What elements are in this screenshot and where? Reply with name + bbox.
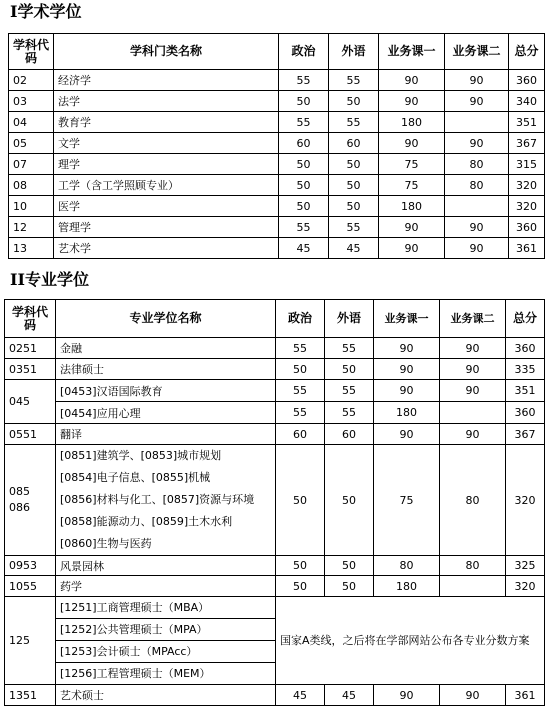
row-name: 艺术硕士 bbox=[56, 685, 276, 706]
row-code: 0551 bbox=[5, 424, 56, 445]
row-foreign: 50 bbox=[329, 175, 379, 196]
row-code: 10 bbox=[9, 196, 54, 217]
row-code: 12 bbox=[9, 217, 54, 238]
row-course1: 75 bbox=[379, 175, 445, 196]
table-header-row bbox=[9, 34, 545, 70]
header-code: 学科代码 bbox=[9, 34, 54, 70]
row-course2 bbox=[440, 576, 506, 597]
row-course2: 90 bbox=[440, 338, 506, 359]
row-name: 金融 bbox=[56, 338, 276, 359]
row-code: 04 bbox=[9, 112, 54, 133]
professional-degree-table bbox=[4, 299, 545, 706]
table-row bbox=[9, 112, 545, 133]
row-code: 07 bbox=[9, 154, 54, 175]
mgmt-item: [1253]会计硕士（MPAcc） bbox=[56, 641, 275, 663]
row-course1: 90 bbox=[379, 217, 445, 238]
row-foreign: 50 bbox=[329, 91, 379, 112]
national-line-note: 国家A类线，之后将在学部网站公布各专业分数方案 bbox=[276, 597, 545, 685]
row-course1: 80 bbox=[374, 556, 440, 576]
discipline-line: [0860]生物与医药 bbox=[60, 537, 152, 550]
row-foreign: 50 bbox=[329, 196, 379, 217]
header-politics: 政治 bbox=[276, 300, 325, 338]
row-politics: 55 bbox=[276, 402, 325, 424]
row-course1: 90 bbox=[379, 133, 445, 154]
header-course2: 业务课二 bbox=[445, 34, 509, 70]
row-course1: 90 bbox=[374, 338, 440, 359]
header-foreign: 外语 bbox=[329, 34, 379, 70]
row-code: 0953 bbox=[5, 556, 56, 576]
mgmt-item: [1251]工商管理硕士（MBA） bbox=[56, 597, 275, 619]
header-total: 总分 bbox=[506, 300, 545, 338]
row-course2: 90 bbox=[445, 217, 509, 238]
row-total: 320 bbox=[509, 175, 545, 196]
row-name: 经济学 bbox=[54, 70, 279, 91]
row-total: 315 bbox=[509, 154, 545, 175]
row-course1: 90 bbox=[379, 238, 445, 259]
row-name: [0454]应用心理 bbox=[56, 402, 276, 424]
row-politics: 60 bbox=[279, 133, 329, 154]
row-course2: 90 bbox=[440, 380, 506, 402]
row-total: 320 bbox=[506, 576, 545, 597]
row-name bbox=[56, 445, 276, 556]
row-code: 0351 bbox=[5, 359, 56, 380]
row-foreign: 55 bbox=[329, 70, 379, 91]
row-name: [0453]汉语国际教育 bbox=[56, 380, 276, 402]
header-foreign: 外语 bbox=[325, 300, 374, 338]
table-row bbox=[5, 445, 545, 556]
row-course1: 180 bbox=[374, 576, 440, 597]
header-name: 学科门类名称 bbox=[54, 34, 279, 70]
row-politics: 50 bbox=[276, 445, 325, 556]
row-foreign: 50 bbox=[329, 154, 379, 175]
row-total: 320 bbox=[509, 196, 545, 217]
row-code: 13 bbox=[9, 238, 54, 259]
row-name: 医学 bbox=[54, 196, 279, 217]
row-course2: 80 bbox=[440, 445, 506, 556]
row-foreign: 55 bbox=[325, 402, 374, 424]
discipline-line: [0851]建筑学、[0853]城市规划 bbox=[60, 449, 222, 462]
row-code-line: 086 bbox=[9, 501, 30, 514]
row-politics: 60 bbox=[276, 424, 325, 445]
row-course1: 90 bbox=[379, 91, 445, 112]
row-foreign: 55 bbox=[329, 112, 379, 133]
row-politics: 50 bbox=[279, 196, 329, 217]
row-name: 文学 bbox=[54, 133, 279, 154]
row-course2: 90 bbox=[440, 424, 506, 445]
row-politics: 50 bbox=[276, 556, 325, 576]
row-name: 翻译 bbox=[56, 424, 276, 445]
row-course2 bbox=[445, 112, 509, 133]
row-course2: 80 bbox=[440, 556, 506, 576]
discipline-line: [0856]材料与化工、[0857]资源与环境 bbox=[60, 493, 255, 506]
row-code: 1055 bbox=[5, 576, 56, 597]
row-foreign: 45 bbox=[329, 238, 379, 259]
row-course2: 90 bbox=[445, 133, 509, 154]
row-course1: 180 bbox=[379, 112, 445, 133]
row-politics: 50 bbox=[279, 91, 329, 112]
table-row bbox=[5, 597, 545, 685]
table-row bbox=[9, 70, 545, 91]
table-row bbox=[9, 91, 545, 112]
table-row bbox=[5, 338, 545, 359]
discipline-line: [0854]电子信息、[0855]机械 bbox=[60, 471, 211, 484]
row-code: 02 bbox=[9, 70, 54, 91]
row-course2: 90 bbox=[440, 359, 506, 380]
row-foreign: 50 bbox=[325, 556, 374, 576]
row-total: 340 bbox=[509, 91, 545, 112]
row-total: 325 bbox=[506, 556, 545, 576]
row-course2 bbox=[440, 402, 506, 424]
row-politics: 45 bbox=[279, 238, 329, 259]
row-politics: 55 bbox=[279, 70, 329, 91]
header-course1: 业务课一 bbox=[374, 300, 440, 338]
row-course1: 75 bbox=[379, 154, 445, 175]
table-row bbox=[5, 576, 545, 597]
mgmt-item: [1252]公共管理硕士（MPA） bbox=[56, 619, 275, 641]
row-total: 360 bbox=[506, 338, 545, 359]
row-politics: 50 bbox=[276, 359, 325, 380]
header-total: 总分 bbox=[509, 34, 545, 70]
row-foreign: 50 bbox=[325, 445, 374, 556]
row-total: 351 bbox=[506, 380, 545, 402]
row-total: 361 bbox=[509, 238, 545, 259]
row-politics: 55 bbox=[279, 217, 329, 238]
section2-title: II专业学位 bbox=[10, 270, 89, 289]
row-total: 360 bbox=[509, 217, 545, 238]
row-course1: 180 bbox=[374, 402, 440, 424]
row-course1: 180 bbox=[379, 196, 445, 217]
row-total: 335 bbox=[506, 359, 545, 380]
header-course2: 业务课二 bbox=[440, 300, 506, 338]
table-row bbox=[5, 556, 545, 576]
table-row bbox=[5, 424, 545, 445]
row-name: 药学 bbox=[56, 576, 276, 597]
row-foreign: 60 bbox=[325, 424, 374, 445]
row-name bbox=[56, 597, 276, 685]
row-foreign: 50 bbox=[325, 359, 374, 380]
row-total: 320 bbox=[506, 445, 545, 556]
row-politics: 50 bbox=[279, 175, 329, 196]
row-course2: 80 bbox=[445, 154, 509, 175]
table-row bbox=[9, 154, 545, 175]
row-code: 045 bbox=[5, 380, 56, 424]
row-code: 1351 bbox=[5, 685, 56, 706]
row-politics: 50 bbox=[276, 576, 325, 597]
row-total: 367 bbox=[506, 424, 545, 445]
header-name: 专业学位名称 bbox=[56, 300, 276, 338]
row-course2: 90 bbox=[445, 238, 509, 259]
row-foreign: 55 bbox=[325, 380, 374, 402]
row-politics: 55 bbox=[279, 112, 329, 133]
row-politics: 55 bbox=[276, 380, 325, 402]
section1-title: I学术学位 bbox=[10, 2, 82, 21]
row-name: 教育学 bbox=[54, 112, 279, 133]
table-row bbox=[5, 685, 545, 706]
table-row bbox=[5, 380, 545, 402]
row-course1: 90 bbox=[374, 359, 440, 380]
row-code bbox=[5, 445, 56, 556]
header-politics: 政治 bbox=[279, 34, 329, 70]
row-foreign: 45 bbox=[325, 685, 374, 706]
discipline-line: [0858]能源动力、[0859]土木水利 bbox=[60, 515, 233, 528]
row-course2: 90 bbox=[440, 685, 506, 706]
row-code: 125 bbox=[5, 597, 56, 685]
row-course1: 90 bbox=[374, 685, 440, 706]
row-course1: 90 bbox=[374, 380, 440, 402]
row-name: 工学（含工学照顾专业） bbox=[54, 175, 279, 196]
table-row bbox=[9, 133, 545, 154]
row-politics: 50 bbox=[279, 154, 329, 175]
table-row bbox=[5, 402, 545, 424]
mgmt-item: [1256]工程管理硕士（MEM） bbox=[60, 667, 211, 680]
row-name: 法学 bbox=[54, 91, 279, 112]
row-foreign: 55 bbox=[329, 217, 379, 238]
table-row bbox=[9, 175, 545, 196]
row-total: 360 bbox=[506, 402, 545, 424]
row-course1: 90 bbox=[379, 70, 445, 91]
table-row bbox=[9, 217, 545, 238]
row-foreign: 60 bbox=[329, 133, 379, 154]
row-politics: 45 bbox=[276, 685, 325, 706]
row-name: 风景园林 bbox=[56, 556, 276, 576]
row-name: 理学 bbox=[54, 154, 279, 175]
row-course2 bbox=[445, 196, 509, 217]
row-name: 艺术学 bbox=[54, 238, 279, 259]
academic-degree-table bbox=[8, 33, 545, 259]
row-name: 管理学 bbox=[54, 217, 279, 238]
header-course1: 业务课一 bbox=[379, 34, 445, 70]
row-name: 法律硕士 bbox=[56, 359, 276, 380]
row-foreign: 55 bbox=[325, 338, 374, 359]
row-course2: 90 bbox=[445, 70, 509, 91]
row-code-line: 085 bbox=[9, 485, 30, 498]
row-code: 08 bbox=[9, 175, 54, 196]
row-course2: 80 bbox=[445, 175, 509, 196]
header-code: 学科代码 bbox=[5, 300, 56, 338]
row-total: 351 bbox=[509, 112, 545, 133]
row-code: 05 bbox=[9, 133, 54, 154]
row-total: 367 bbox=[509, 133, 545, 154]
row-code: 03 bbox=[9, 91, 54, 112]
table-row bbox=[5, 359, 545, 380]
row-course2: 90 bbox=[445, 91, 509, 112]
table-row bbox=[9, 238, 545, 259]
row-course1: 75 bbox=[374, 445, 440, 556]
row-foreign: 50 bbox=[325, 576, 374, 597]
row-total: 361 bbox=[506, 685, 545, 706]
row-total: 360 bbox=[509, 70, 545, 91]
row-code: 0251 bbox=[5, 338, 56, 359]
table-header-row bbox=[5, 300, 545, 338]
table-row bbox=[9, 196, 545, 217]
row-politics: 55 bbox=[276, 338, 325, 359]
row-course1: 90 bbox=[374, 424, 440, 445]
